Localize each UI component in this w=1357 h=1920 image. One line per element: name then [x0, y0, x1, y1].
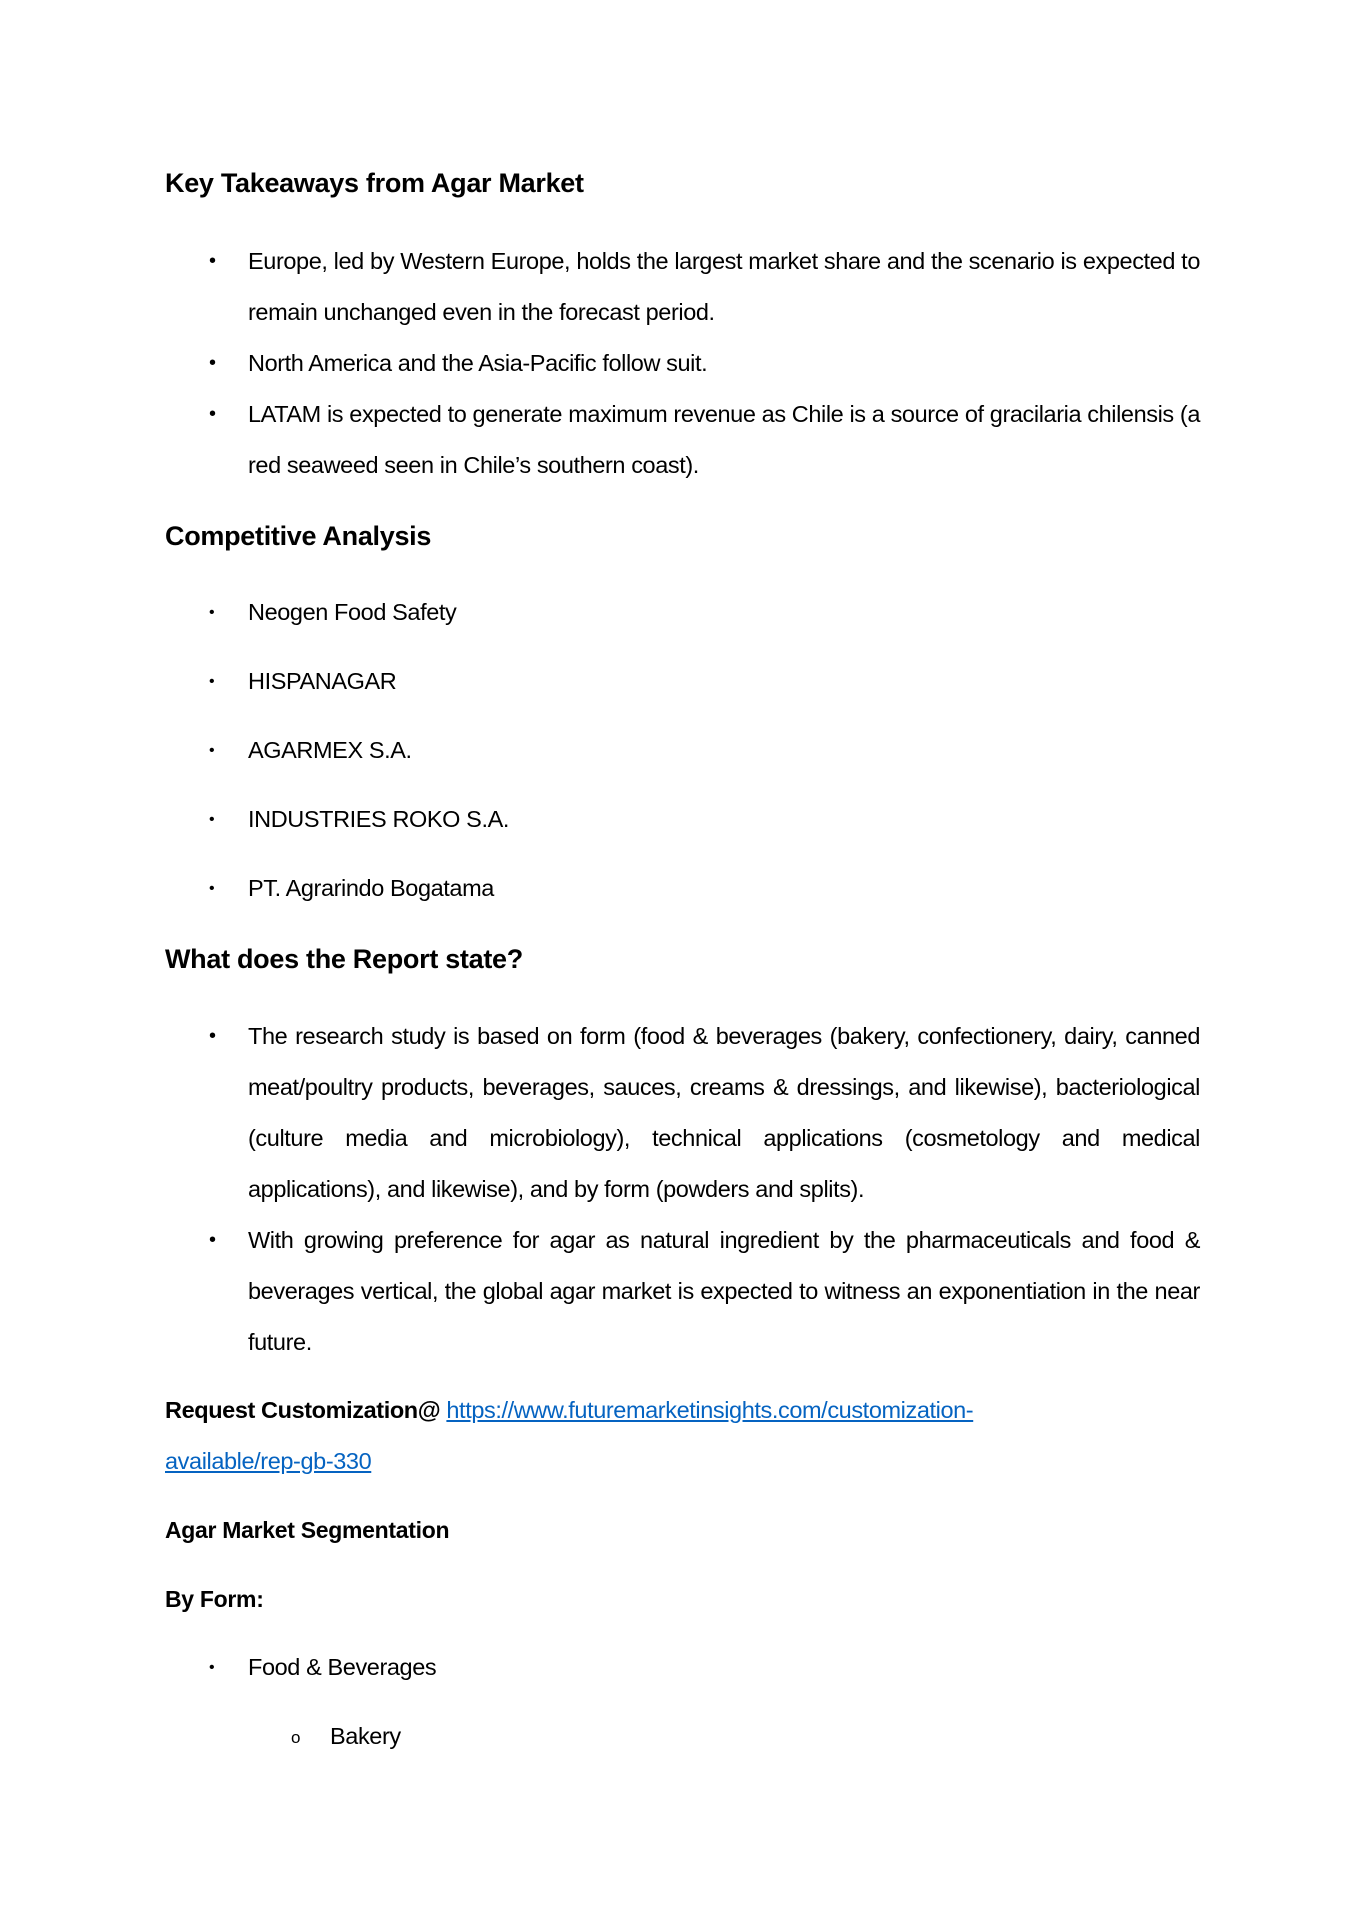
- segment-item: Food & Beverages: [248, 1654, 437, 1680]
- list-item: North America and the Asia-Pacific follow suit.: [248, 350, 708, 376]
- heading-competitive-analysis: Competitive Analysis: [165, 521, 432, 551]
- bullet-icon: •: [209, 673, 215, 690]
- bullet-icon: •: [209, 1659, 215, 1676]
- heading-segmentation: Agar Market Segmentation: [165, 1517, 450, 1543]
- list-item: LATAM is expected to generate maximum revenue as Chile is a source of gracilaria chilensis (a red seaweed seen in Chile’s southern coast).: [248, 401, 1200, 478]
- competitor-item: HISPANAGAR: [248, 668, 397, 694]
- customization-label: Request Customization@: [165, 1397, 441, 1423]
- bullet-icon: •: [209, 811, 215, 828]
- heading-report-state: What does the Report state?: [165, 944, 523, 974]
- customization-paragraph: [165, 1385, 1200, 1487]
- list-item: Europe, led by Western Europe, holds the largest market share and the scenario is expected to remain unchanged even in the forecast period.: [248, 248, 1200, 325]
- bullet-icon: •: [209, 250, 217, 272]
- competitor-item: AGARMEX S.A.: [248, 737, 412, 763]
- bullet-icon: •: [209, 1025, 217, 1047]
- bullet-icon: •: [209, 403, 217, 425]
- competitor-item: Neogen Food Safety: [248, 599, 457, 625]
- list-item: The research study is based on form (food & beverages (bakery, confectionery, dairy, canned meat/poultry products, beverages, sauces, creams & dressings, and likewise), bacteriological (culture media and microbiology), technical applications (cosmetology and medical applications), and likewise), and by form (powders and splits).: [248, 1023, 1200, 1202]
- bullet-icon: •: [209, 742, 215, 759]
- circle-bullet-icon: o: [291, 1728, 301, 1747]
- customization-link[interactable]: https://www.futuremarketinsights.com/customization-: [446, 1397, 974, 1423]
- heading-by-form: By Form:: [165, 1586, 264, 1612]
- segment-subitem: Bakery: [330, 1723, 401, 1749]
- customization-link-continued[interactable]: available/rep-gb-330: [165, 1448, 372, 1474]
- bullet-icon: •: [209, 880, 215, 897]
- bullet-icon: •: [209, 1229, 217, 1251]
- heading-key-takeaways: Key Takeaways from Agar Market: [165, 168, 584, 198]
- bullet-icon: •: [209, 352, 217, 374]
- competitor-item: PT. Agrarindo Bogatama: [248, 875, 494, 901]
- list-item: With growing preference for agar as natural ingredient by the pharmaceuticals and food & beverages vertical, the global agar market is expected to witness an exponentiation in the near future.: [248, 1227, 1200, 1355]
- bullet-icon: •: [209, 604, 215, 621]
- competitor-item: INDUSTRIES ROKO S.A.: [248, 806, 509, 832]
